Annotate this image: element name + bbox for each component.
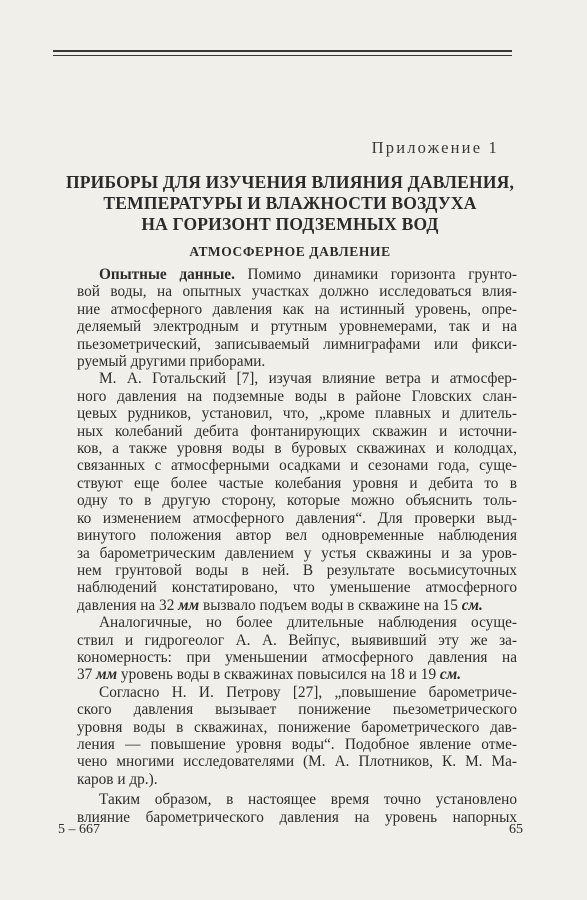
section-subtitle: АТМОСФЕРНОЕ ДАВЛЕНИЕ xyxy=(189,244,391,259)
paragraph-line: вой воды, на опытных участках должно исследоваться влия- xyxy=(77,283,517,301)
paragraph-line: ского давления вызывает понижение пьезометрического xyxy=(77,701,517,719)
paragraph-line: ления — повышение уровня воды“. Подобное явление отме- xyxy=(77,735,517,753)
page-title xyxy=(60,172,520,235)
paragraph-line: каров и др.). xyxy=(77,770,158,788)
title-line-3: НА ГОРИЗОНТ ПОДЗЕМНЫХ ВОД xyxy=(141,214,439,234)
paragraph-line: Согласно Н. И. Петрову [27], „повышение барометриче- xyxy=(99,683,517,701)
paragraph-line: Таким образом, в настоящее время точно установлено xyxy=(99,791,517,809)
paragraph-line: Опытные данные. Помимо динамики горизонта грунто- xyxy=(99,266,517,283)
paragraph-line: уровня воды в скважинах, понижение барометрического дав- xyxy=(77,718,517,736)
paragraph-line: деляемый электродным и ртутным уровнемерами, так и на xyxy=(77,318,517,336)
title-line-2: ТЕМПЕРАТУРЫ И ВЛАЖНОСТИ ВОЗДУХА xyxy=(103,193,477,213)
unit-cm: см. xyxy=(461,596,483,614)
paragraph-line: ко изменением атмосферного давления“. Для проверки выд- xyxy=(77,509,517,527)
paragraph-line: ков, а также уровня воды в буровых скважинах и колодцах, xyxy=(77,440,517,458)
paragraph-line: кономерность: при уменьшении атмосферного давления на xyxy=(77,648,517,666)
header-rule-thin xyxy=(53,55,512,56)
paragraph-line: М. А. Готальский [7], изучая влияние ветра и атмосфер- xyxy=(99,370,517,388)
paragraph-line: нем грунтовой воды в ней. В результате восьмисуточных xyxy=(77,561,517,579)
paragraph-line: одну то в другую сторону, которые можно объяснить толь- xyxy=(77,492,517,510)
unit-mm: мм xyxy=(178,596,200,614)
paragraph-line: руемый другими приборами. xyxy=(77,353,266,371)
body-text xyxy=(77,266,517,826)
paragraph-line: наблюдений констатировано, что уменьшение атмосферного xyxy=(77,579,517,597)
paragraph-line: ние атмосферного давления как на истинный уровень, опре- xyxy=(77,300,517,318)
printer-signature: 5 – 667 xyxy=(58,822,100,837)
run-in-heading: Опытные данные. xyxy=(99,266,235,283)
paragraph-line: пьезометрический, записываемый лимниграфами или фикси- xyxy=(77,335,517,353)
paragraph-line: связанных с атмосферными осадками и сезонами года, суще- xyxy=(77,457,517,475)
page-number: 65 xyxy=(509,822,523,837)
paragraph-line: ных колебаний дебита фонтанирующих скважин и источни- xyxy=(77,422,517,440)
paragraph-line: ного давления на подземные воды в районе Гловских слан- xyxy=(77,387,517,405)
paragraph-line: давления на 32 мм вызвало подъем воды в скважине на 15 см. xyxy=(77,596,483,614)
paragraph-line: 37 мм уровень воды в скважинах повысился на 18 и 19 см. xyxy=(77,666,462,684)
title-line-1: ПРИБОРЫ ДЛЯ ИЗУЧЕНИЯ ВЛИЯНИЯ ДАВЛЕНИЯ, xyxy=(65,172,515,192)
unit-mm: мм xyxy=(96,666,118,684)
paragraph-line: ствил и гидрогеолог А. А. Вейпус, выявивший эту же за- xyxy=(77,631,517,649)
unit-cm: см. xyxy=(439,666,462,684)
paragraph-line: цевых рудников, установил, что, „кроме плавных и длитель- xyxy=(77,405,517,423)
paragraph-line: ствуют еще более частые колебания уровня и дебита то в xyxy=(77,474,517,492)
paragraph-line: винутого положения автор вел одновременные наблюдения xyxy=(77,527,517,545)
paragraph-line: чено многими исследователями (М. А. Плотников, К. М. Ма- xyxy=(77,753,517,771)
paragraph-line: влияние барометрического давления на уровень напорных xyxy=(77,808,517,826)
paragraph-line: за барометрическим давлением у устья скважины и за уров- xyxy=(77,544,517,562)
header-rule xyxy=(53,50,512,52)
paragraph-line: Аналогичные, но более длительные наблюдения осуще- xyxy=(99,614,517,632)
appendix-label: Приложение 1 xyxy=(371,138,499,157)
